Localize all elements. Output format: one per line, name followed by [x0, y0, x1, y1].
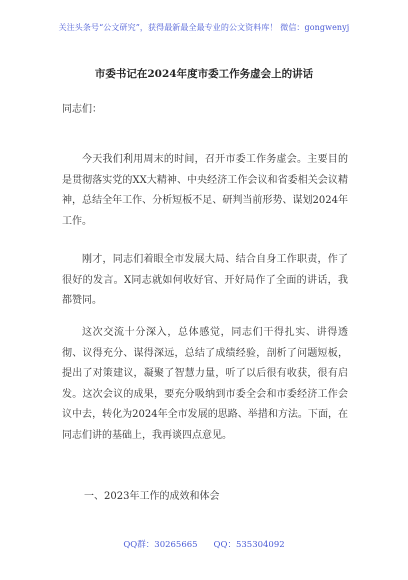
document-title: 市委书记在2024年度市委工作务虚会上的讲话: [94, 68, 314, 80]
paragraph-opening: 今天我们利用周末的时间，召开市委工作务虚会。主要目的是贯彻落实党的XX大精神、中央经济工作会议和省委相关会议精神，总结全年工作、分析短板不足、研判当前形势、谋划2024年工作。: [62, 154, 348, 227]
paragraph-feedback: 刚才，同志们着眼全市发展大局、结合自身工作职责，作了很好的发言。X同志就如何收好官、开好局作了全面的讲话，我都赞同。: [62, 254, 348, 306]
footer-contact: [0, 538, 408, 550]
section-heading: 一、2023年工作的成效和体会: [84, 491, 220, 502]
paragraph-summary: 这次交流十分深入，总体感觉，同志们干得扎实、讲得透彻、议得充分、谋得深远，总结了成绩经验，剖析了问题短板，提出了对策建议，凝聚了智慧力量，听了以后很有收获，很有启发。这次会议的成果，要充分吸纳到市委全会和市委经济工作会议中去，转化为2024年全市发展的思路、举措和方法。下面，在同志们讲的基础上，我再谈四点意见。: [62, 327, 348, 441]
salutation: 同志们：: [62, 104, 102, 115]
footer-qq: QQ：535304092: [213, 540, 285, 550]
header-banner: 关注头条号“公文研究”，获得最新最全最专业的公文资料库！ 微信：gongwenyj: [58, 23, 350, 32]
footer-qq-group: QQ群：30265665: [123, 540, 198, 550]
